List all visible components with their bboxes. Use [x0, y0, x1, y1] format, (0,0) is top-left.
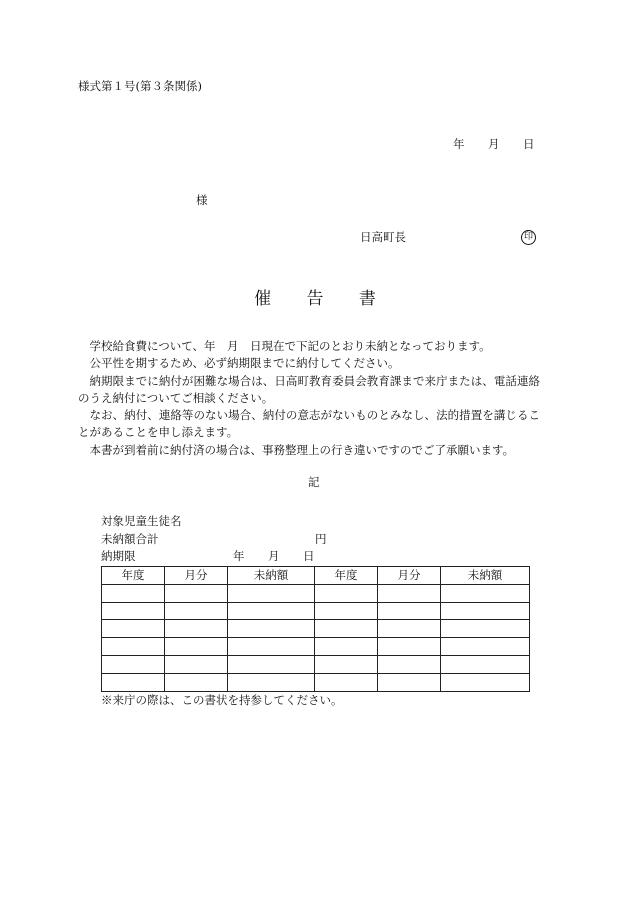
table-cell	[102, 673, 165, 691]
addressee-suffix: 様	[196, 193, 208, 207]
paragraph: 本書が到着前に納付済の場合は、事務整理上の行き違いですのでご了承願います。	[89, 442, 515, 457]
unpaid-table	[101, 566, 530, 692]
table-cell	[378, 584, 441, 602]
date-year: 年	[453, 137, 465, 151]
table-cell	[441, 584, 530, 602]
table-cell	[165, 638, 228, 656]
deadline-month: 月	[268, 549, 280, 563]
table-cell	[228, 638, 315, 656]
table-cell	[378, 673, 441, 691]
table-row	[102, 620, 530, 638]
table-cell	[228, 655, 315, 673]
table-cell	[315, 655, 378, 673]
paragraph: なお、納付、連絡等のない場合、納付の意志がないものとみなし、法的措置を講じることがあることを申し添えます。	[78, 408, 540, 440]
table-row	[102, 673, 530, 691]
table-cell	[102, 655, 165, 673]
header-unpaid-amount: 未納額	[228, 567, 315, 585]
date-day: 日	[523, 137, 535, 151]
header-month: 月分	[378, 567, 441, 585]
title-char: 告	[306, 289, 324, 309]
table-row	[102, 638, 530, 656]
ki-heading: 記	[308, 475, 320, 489]
table-cell	[315, 620, 378, 638]
table-cell	[378, 638, 441, 656]
date-month: 月	[488, 137, 500, 151]
table-cell	[315, 673, 378, 691]
header-fiscal-year: 年度	[315, 567, 378, 585]
deadline-day: 日	[303, 549, 315, 563]
table-cell	[228, 584, 315, 602]
table-cell	[441, 673, 530, 691]
table-cell	[228, 602, 315, 620]
table-cell	[315, 638, 378, 656]
title-char: 書	[358, 289, 376, 309]
table-row	[102, 655, 530, 673]
seal-mark: 印	[521, 230, 536, 245]
table-cell	[378, 655, 441, 673]
form-number: 様式第１号(第３条関係)	[78, 79, 202, 93]
header-fiscal-year: 年度	[102, 567, 165, 585]
title-char: 催	[254, 289, 272, 309]
table-cell	[441, 620, 530, 638]
table-cell	[378, 620, 441, 638]
document-title	[0, 284, 630, 309]
paragraph: 納期限までに納付が困難な場合は、日高町教育委員会教育課まで来庁または、電話連絡のうえ納付についてご相談ください。	[78, 373, 540, 405]
table-header-row	[102, 567, 530, 585]
table-row	[102, 584, 530, 602]
footer-note: ※来庁の際は、この書状を持参してください。	[101, 693, 343, 707]
table-cell	[102, 620, 165, 638]
table-cell	[441, 602, 530, 620]
total-unpaid-label: 未納額合計	[101, 532, 159, 546]
table-cell	[315, 602, 378, 620]
header-month: 月分	[165, 567, 228, 585]
student-name-label: 対象児童生徒名	[101, 514, 182, 528]
table-cell	[102, 602, 165, 620]
table-cell	[228, 620, 315, 638]
table-cell	[441, 638, 530, 656]
table-cell	[165, 655, 228, 673]
table-cell	[228, 673, 315, 691]
paragraph: 公平性を期するため、必ず納期限までに納付してください。	[89, 356, 400, 371]
deadline-label: 納期限	[101, 549, 136, 563]
table-cell	[378, 602, 441, 620]
issuer-name: 日高町長	[360, 230, 406, 244]
header-unpaid-amount: 未納額	[441, 567, 530, 585]
table-cell	[165, 673, 228, 691]
table-cell	[165, 584, 228, 602]
paragraph: 学校給食費について、年 月 日現在で下記のとおり未納となっております。	[89, 339, 491, 353]
table-cell	[165, 620, 228, 638]
table-cell	[315, 584, 378, 602]
body-text	[78, 338, 540, 459]
deadline-year: 年	[233, 549, 245, 563]
table-cell	[441, 655, 530, 673]
table-cell	[102, 638, 165, 656]
table-cell	[165, 602, 228, 620]
table-row	[102, 602, 530, 620]
table-cell	[102, 584, 165, 602]
currency-unit: 円	[315, 532, 327, 546]
